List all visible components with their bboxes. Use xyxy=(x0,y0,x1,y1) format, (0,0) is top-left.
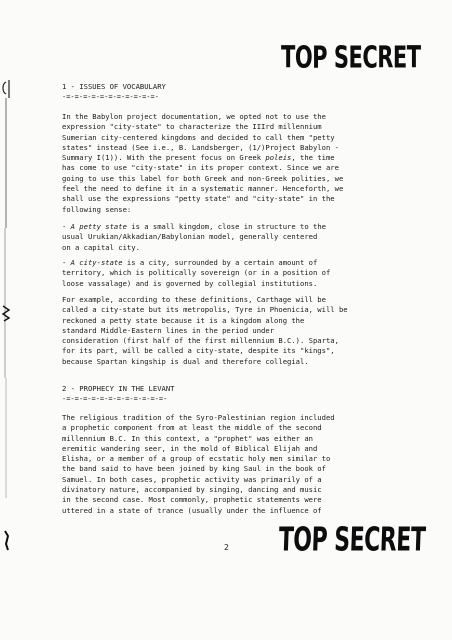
section-1-paragraph-3 xyxy=(62,258,398,289)
text-line: The religious tradition of the Syro-Palestinian region included xyxy=(62,413,335,422)
text-line: For example, according to these definitions, Carthage will be xyxy=(62,295,326,304)
text-line: has come to use "city-state" in its proper context. Since we are xyxy=(62,163,339,173)
text-line: in the second case. Most commonly, prophetic statements were xyxy=(62,495,322,505)
text-line: feel the need to define it in a systematic manner. Henceforth, we xyxy=(62,184,344,194)
text-line: Sumerian city-centered kingdoms and decided to call them "petty xyxy=(62,132,335,142)
text-line: expression "city-state" to characterize the IIIrd millennium xyxy=(62,122,322,132)
text-line: a prophetic component from at least the middle of the second xyxy=(62,423,322,433)
binder-margin-marks xyxy=(0,78,12,556)
top-secret-stamp-bottom: TOP SECRET xyxy=(278,522,426,560)
section-2-heading: 2 - PROPHECY IN THE LEVANT xyxy=(62,384,175,393)
text-line: territory, which is politically sovereign (or in a position of xyxy=(62,268,331,278)
text-line: millennium B.C. In this context, a "prophet" was either an xyxy=(62,433,313,443)
text-line: going to use this label for both Greek and non-Greek polities, we xyxy=(62,173,344,183)
section-1-paragraph-1 xyxy=(62,112,398,215)
text-line: loose vassalage) and is governed by collegial institutions. xyxy=(62,278,318,288)
section-1-underline: -=-=-=-=-=-=-=-=-=-=-=- xyxy=(62,93,159,101)
text-line: - A petty state is a small kingdom, close in structure to the xyxy=(62,222,326,231)
text-line: states" instead (See i.e., B. Landsberger, (1/)Project Babylon - xyxy=(62,142,339,152)
text-line: uttered in a state of trance (usually under the influence of xyxy=(62,505,322,515)
text-line: consideration (first half of the first millennium B.C.). Sparta, xyxy=(62,336,339,346)
text-line: Samuel. In both cases, prophetic activity was primarily of a xyxy=(62,474,322,484)
text-line: shall use the expressions "petty state" and "city-state" in the xyxy=(62,194,335,204)
text-line: for its part, will be called a city-state, despite its "kings", xyxy=(62,346,335,356)
text-line: divinatory nature, accompanied by singing, dancing and music xyxy=(62,485,322,495)
text-line: the band said to have been joined by king Saul in the book of xyxy=(62,464,326,474)
section-2-paragraph-1 xyxy=(62,413,398,516)
top-secret-stamp-top: TOP SECRET xyxy=(281,39,421,75)
text-line: reckoned a petty state because it is a kingdom along the xyxy=(62,315,305,325)
section-1-paragraph-2 xyxy=(62,222,398,253)
text-line: Elisha, or a member of a group of ecstatic holy men similar to xyxy=(62,454,331,464)
text-line: on a capital city. xyxy=(62,242,140,252)
text-line: usual Urukian/Akkadian/Babylonian model, generally centered xyxy=(62,232,318,242)
text-line: because Spartan kingship is dual and therefore collegial. xyxy=(62,356,309,366)
text-line: - A city-state is a city, surrounded by a certain amount of xyxy=(62,258,318,267)
section-2-underline: -=-=-=-=-=-=-=-=-=-=-=-=- xyxy=(62,395,168,403)
text-line: eremitic wandering seer, in the mold of Biblical Elijah and xyxy=(62,443,318,453)
text-line: called a city-state but its metropolis, Tyre in Phoenicia, will be xyxy=(62,305,348,315)
section-1-paragraph-4 xyxy=(62,295,398,367)
text-line: In the Babylon project documentation, we opted not to use the xyxy=(62,112,326,121)
text-line: following sense: xyxy=(62,204,132,214)
text-line: Summary I(1)). With the present focus on Greek poleis, the time xyxy=(62,153,335,163)
section-1-heading: 1 - ISSUES OF VOCABULARY xyxy=(62,82,166,91)
text-line: standard Middle-Eastern lines in the period under xyxy=(62,325,275,335)
page-number: 2 xyxy=(224,543,229,552)
